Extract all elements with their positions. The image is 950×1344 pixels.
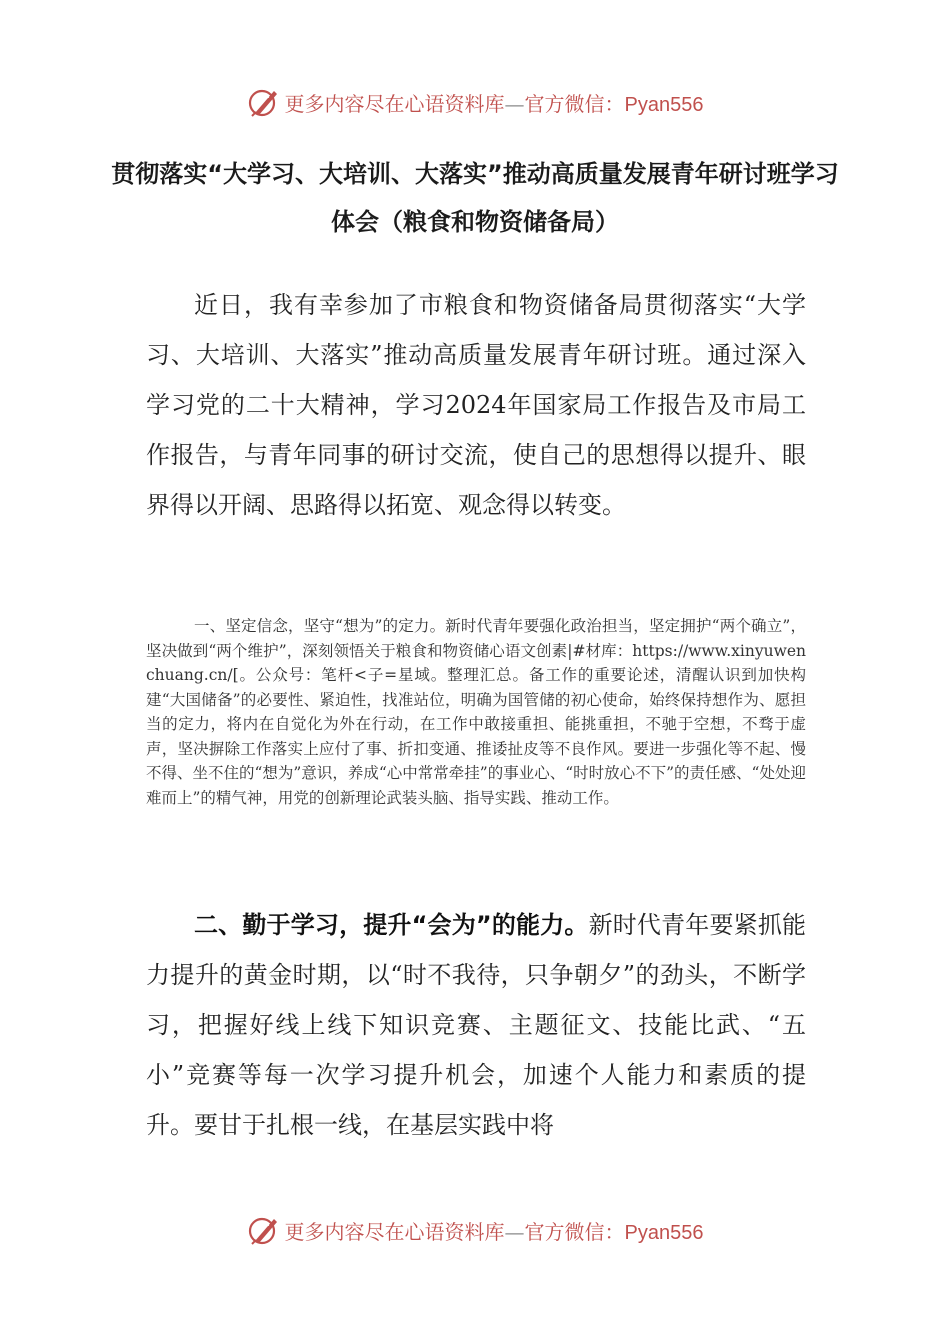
- banner-wechat-label: 官方微信：: [524, 1219, 625, 1244]
- document-title: 贯彻落实“大学习、大培训、大落实”推动高质量发展青年研讨班学习体会（粮食和物资储备局）: [111, 160, 839, 236]
- paragraph-intro: 近日，我有幸参加了市粮食和物资储备局贯彻落实“大学习、大培训、大落实”推动高质量发展青年研讨班。通过深入学习党的二十大精神，学习2024年国家局工作报告及市局工作报告，与青年同事的研讨交流，使自己的思想得以提升、眼界得以开阔、思路得以拓宽、观念得以转变。: [146, 291, 806, 519]
- paragraph-point-one: 一、坚定信念，坚守“想为”的定力。新时代青年要强化政治担当，坚定拥护“两个确立”，坚决做到“两个维护”，深刻领悟关于粮食和物资储心语文创素|#材库：https://www.xinyuwenchuang.cn/[。公众号：笔杆<子=星域。整理汇总。备工作的重要论述，清醒认识到加快构建“大国储备”的必要性、紧迫性，找准站位，明确为国管储的初心使命，始终保持想作为、愿担当的定力，将内在自觉化为外在行动，在工作中敢接重担、能挑重担，不驰于空想，不骛于虚声，坚决摒除工作落实上应付了事、折扣变通、推诿扯皮等不良作风。要进一步强化等不起、慢不得、坐不住的“想为”意识，养成“心中常常牵挂”的事业心、“时时放心不下”的责任感、“处处迎难而上”的精气神，用党的创新理论武装头脑、指导实践、推动工作。: [146, 617, 806, 807]
- footer-banner: [0, 1210, 950, 1250]
- point-two-body: 新时代青年要紧抓能力提升的黄金时期，以“时不我待，只争朝夕”的劲头，不断学习，把握好线上线下知识竞赛、主题征文、技能比武、“五小”竞赛等每一次学习提升机会，加速个人能力和素质的提升。要甘于扎根一线，在基层实践中将: [146, 911, 807, 1139]
- paragraph-point-two: [146, 900, 806, 1150]
- banner-wechat-id: Pyan556: [624, 1221, 704, 1244]
- quill-pen-logo-icon: [247, 85, 281, 119]
- point-two-heading: 二、勤于学习，提升“会为”的能力。: [194, 911, 589, 939]
- banner-text: [285, 1216, 704, 1245]
- banner-main-text: 更多内容尽在心语资料库: [284, 1219, 505, 1244]
- banner-main-text: 更多内容尽在心语资料库: [284, 91, 505, 116]
- header-banner: [0, 82, 950, 122]
- banner-separator: —: [504, 91, 525, 116]
- banner-separator: —: [504, 1219, 525, 1244]
- banner-wechat-id: Pyan556: [624, 93, 704, 116]
- quill-pen-logo-icon: [247, 1213, 281, 1247]
- banner-text: [285, 88, 704, 117]
- banner-wechat-label: 官方微信：: [524, 91, 625, 116]
